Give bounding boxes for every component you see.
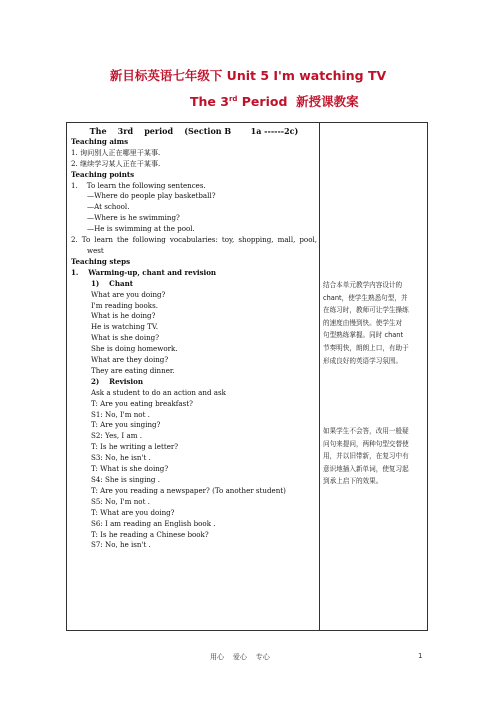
teaching-note-revision	[323, 425, 425, 488]
chant-label: 1) Chant	[91, 278, 134, 288]
revision-line: T: Are you eating breakfast?	[91, 398, 193, 408]
chant-line: What is she doing?	[91, 333, 160, 343]
document-subtitle: The 3rd Period 新授课教案	[190, 94, 359, 109]
revision-line: S1: No, I'm not .	[91, 409, 150, 419]
revision-line: T: What is she doing?	[91, 464, 169, 474]
note-line: 节奏明快，朗朗上口，有助于	[323, 343, 409, 352]
chant-line: He is watching TV.	[91, 322, 158, 332]
revision-line: T: What are you doing?	[91, 507, 175, 517]
chant-line: She is doing homework.	[91, 344, 178, 354]
note-line: 在练习时，教师可让学生操练	[323, 306, 409, 315]
revision-line: T: Are you singing?	[91, 420, 161, 430]
chant-line: What are you doing?	[91, 289, 166, 299]
chant-line: What are they doing?	[91, 355, 169, 365]
points-label: Teaching points	[71, 169, 135, 179]
sentence-line: —He is swimming at the pool.	[87, 224, 195, 234]
note-line: 结合本单元教学内容设计的	[323, 281, 403, 289]
column-divider	[319, 123, 320, 630]
revision-line: S5: No, I'm not .	[91, 496, 150, 506]
revision-line: T: Is he writing a letter?	[91, 442, 179, 452]
period-heading: The 3rd period (Section B 1a ------2c)	[89, 126, 299, 136]
sentence-line: —At school.	[87, 202, 130, 212]
note-line: 句型熟练掌握。同时 chant	[323, 331, 404, 340]
step-heading: 1. Warming-up, chant and revision	[71, 267, 217, 277]
footer-motto: 用心 爱心 专心	[210, 653, 270, 661]
note-line: 形成良好的英语学习氛围。	[323, 356, 403, 365]
note-line: 意识地插入新单词，使复习起	[323, 464, 409, 473]
teaching-note-chant	[323, 279, 425, 367]
revision-line: S6: I am reading an English book .	[91, 518, 216, 528]
chant-line: They are eating dinner.	[91, 365, 175, 375]
chant-line: What is he doing?	[91, 311, 156, 321]
point-item: 2. To learn the following vocabularies: toy, shopping, mall, pool,	[71, 235, 317, 245]
revision-line: T: Are you reading a newspaper? (To another student)	[91, 485, 286, 495]
document-title: 新目标英语七年级下 Unit 5 I'm watching TV	[109, 68, 387, 83]
revision-line: S4: She is singing .	[91, 475, 160, 484]
chant-line: I'm reading books.	[91, 300, 159, 310]
page-number: 1	[418, 652, 423, 660]
lesson-content	[71, 126, 317, 551]
note-line: chant，使学生熟悉句型，并	[323, 293, 408, 302]
note-line: 用，并以旧带新，在复习中有	[323, 452, 409, 461]
lesson-table	[66, 122, 428, 631]
note-line: 如果学生不会答，改用一般疑	[323, 427, 409, 435]
note-line: 问句来提问，两种句型交替使	[323, 439, 409, 448]
revision-line: S3: No, he isn't .	[91, 453, 151, 463]
revision-line: T: Is he reading a Chinese book?	[91, 529, 209, 539]
revision-label: 2) Revision	[91, 376, 143, 386]
sentence-line: —Where is he swimming?	[87, 213, 180, 223]
note-line: 到承上启下的效果。	[323, 477, 383, 486]
point-item-continued: west	[87, 245, 104, 255]
aims-label: Teaching aims	[71, 136, 129, 146]
revision-line: Ask a student to do an action and ask	[91, 387, 226, 397]
note-line: 的速度由慢到快。使学生对	[323, 318, 403, 327]
revision-line: S2: Yes, I am .	[91, 431, 142, 441]
sentence-line: —Where do people play basketball?	[87, 191, 216, 201]
steps-label: Teaching steps	[71, 256, 131, 266]
point-item: 1. To learn the following sentences.	[71, 180, 206, 190]
revision-line: S7: No, he isn't .	[91, 540, 151, 550]
aim-item: 1. 询问别人正在哪里干某事.	[71, 147, 161, 157]
aim-item: 2. 继续学习某人正在干某事.	[71, 158, 161, 168]
